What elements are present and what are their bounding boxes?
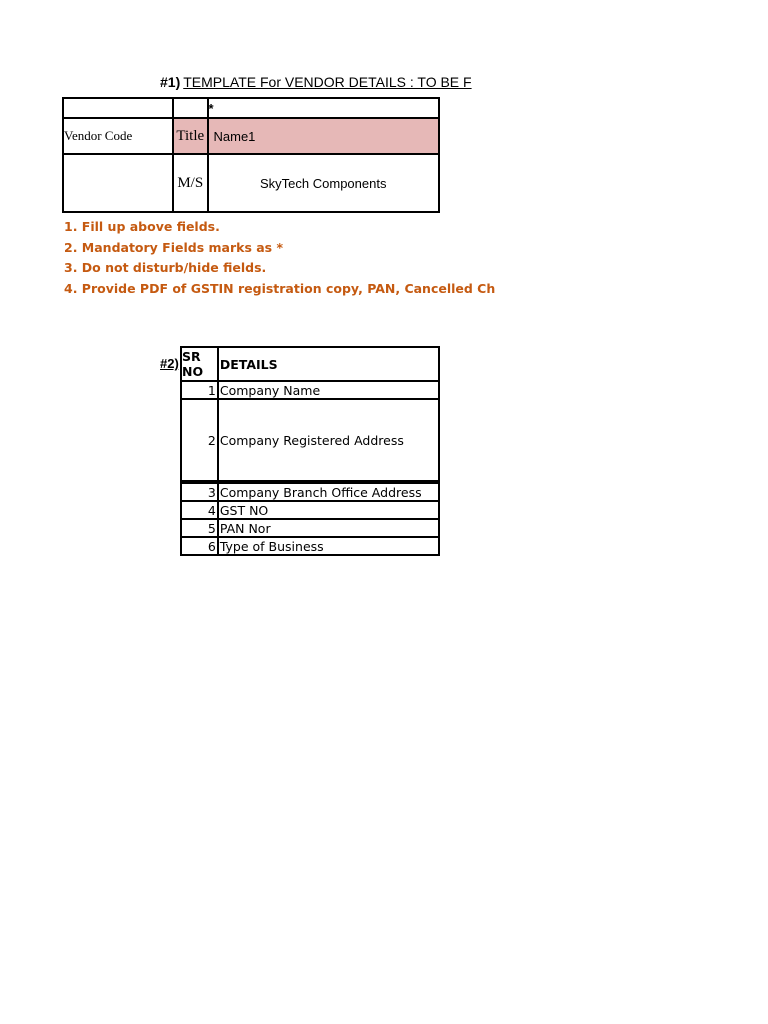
table-row [181, 537, 439, 555]
table-row [181, 399, 439, 482]
details-cell[interactable]: Company Registered Address [218, 399, 439, 482]
title-value[interactable]: M/S [173, 154, 208, 212]
sr-no-header-line2: NO [182, 364, 204, 379]
sr-cell[interactable]: 3 [181, 482, 218, 501]
table-row [63, 118, 439, 154]
section1-number: #1) [160, 74, 181, 90]
sr-cell[interactable]: 6 [181, 537, 218, 555]
name-value[interactable]: SkyTech Components [208, 154, 440, 212]
sr-no-header[interactable] [181, 347, 218, 381]
details-cell[interactable]: GST NO [218, 501, 439, 519]
sr-cell[interactable]: 4 [181, 501, 218, 519]
instruction-item: 3. Do not disturb/hide fields. [64, 260, 267, 275]
table-row [181, 501, 439, 519]
vendor-code-label[interactable]: Vendor Code [63, 118, 173, 154]
company-details-table [180, 346, 440, 556]
sr-cell[interactable]: 2 [181, 399, 218, 482]
header-cell-title[interactable] [173, 98, 208, 118]
table-row [181, 482, 439, 501]
table-header-row [181, 347, 439, 381]
section2-number: #2) [160, 356, 179, 371]
title-label[interactable]: Title [173, 118, 208, 154]
header-cell-vendor-code[interactable] [63, 98, 173, 118]
section1-heading [160, 74, 472, 90]
mandatory-star[interactable]: * [208, 98, 440, 118]
table-row [63, 98, 439, 118]
table-row [181, 381, 439, 399]
name-label[interactable]: Name1 [208, 118, 440, 154]
details-cell[interactable]: PAN Nor [218, 519, 439, 537]
table-row [63, 154, 439, 212]
details-cell[interactable]: Company Branch Office Address [218, 482, 439, 501]
sr-cell[interactable]: 1 [181, 381, 218, 399]
instruction-item: 1. Fill up above fields. [64, 219, 220, 234]
vendor-code-value[interactable] [63, 154, 173, 212]
table-row [181, 519, 439, 537]
sr-cell[interactable]: 5 [181, 519, 218, 537]
details-cell[interactable]: Company Name [218, 381, 439, 399]
instruction-item: 4. Provide PDF of GSTIN registration copy, PAN, Cancelled Ch [64, 280, 496, 296]
sr-no-header-line1: SR [182, 349, 201, 364]
section1-title: TEMPLATE For VENDOR DETAILS : TO BE F [183, 74, 472, 90]
details-cell[interactable]: Type of Business [218, 537, 439, 555]
details-header[interactable]: DETAILS [218, 347, 439, 381]
vendor-details-table [62, 97, 440, 213]
instructions-list [64, 217, 495, 299]
instruction-item: 2. Mandatory Fields marks as * [64, 239, 284, 255]
